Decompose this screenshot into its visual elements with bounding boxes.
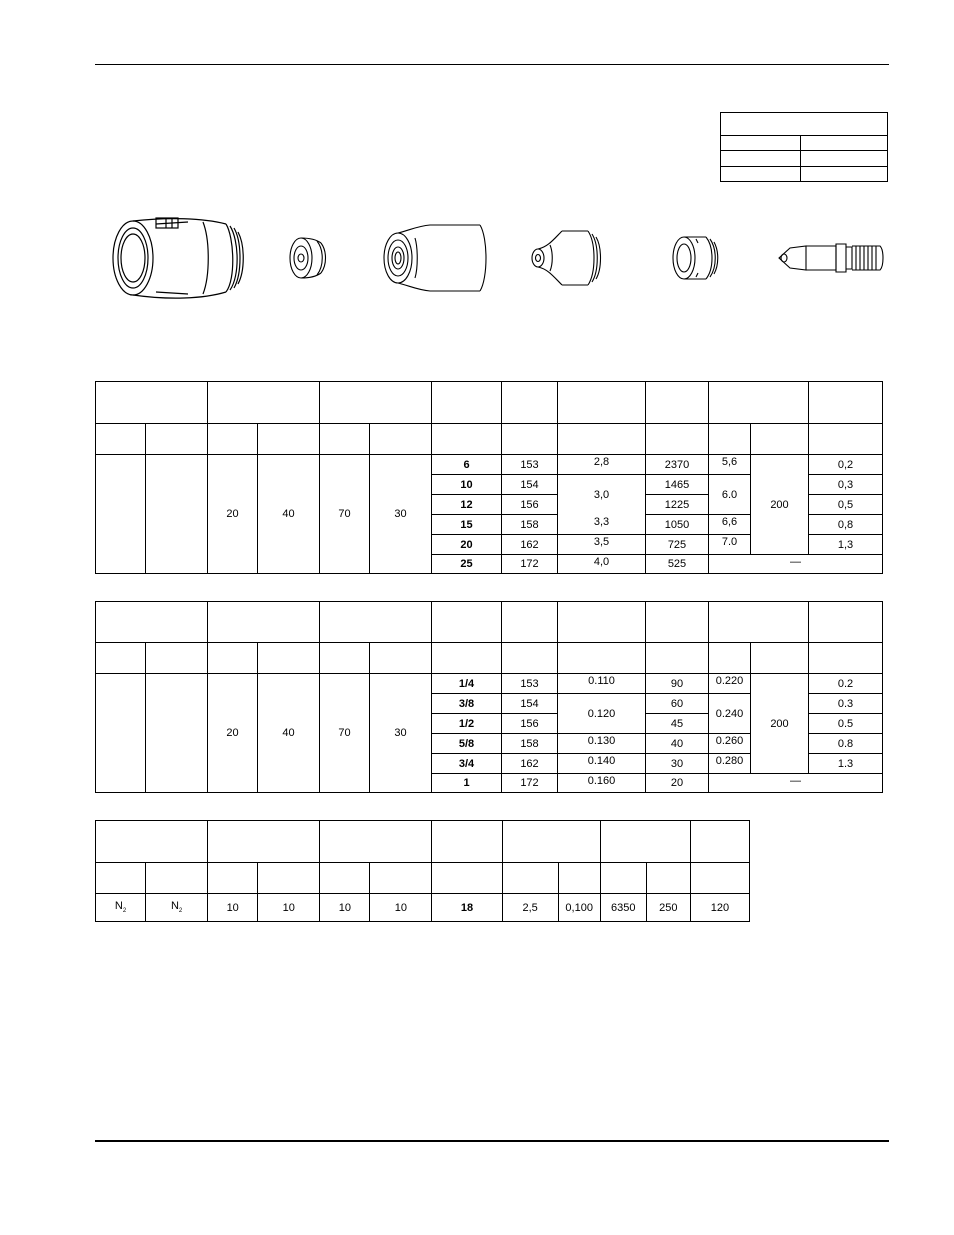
table-cell: 6 <box>432 455 502 475</box>
legend-box <box>720 112 888 182</box>
table-cell: 154 <box>502 694 558 714</box>
cell-value: 0.140 <box>587 755 616 767</box>
table-cell <box>709 734 751 754</box>
english-cut-chart-table <box>95 601 883 793</box>
shield-icon <box>287 235 329 281</box>
table-cell: 3,0 <box>558 475 646 515</box>
table-cell: 3/4 <box>432 754 502 774</box>
header-cell <box>96 643 146 674</box>
header-cell <box>96 674 146 793</box>
header-cell <box>690 821 749 863</box>
header-cell <box>502 821 600 863</box>
table-cell: 40 <box>258 455 320 574</box>
cell-value: 2 <box>178 908 183 915</box>
header-cell <box>96 602 208 643</box>
table-cell <box>558 754 646 774</box>
table-cell: 40 <box>646 734 709 754</box>
table-cell <box>709 535 751 555</box>
table-cell <box>558 555 646 574</box>
table-cell <box>558 674 646 694</box>
header-cell <box>432 424 502 455</box>
table-cell <box>96 894 146 922</box>
table-cell <box>558 515 646 535</box>
cell-value: 7.0 <box>721 536 738 548</box>
header-cell <box>370 424 432 455</box>
header-cell <box>600 821 690 863</box>
table-cell: 2,5 <box>502 894 558 922</box>
header-cell <box>646 602 709 643</box>
header-cell <box>432 643 502 674</box>
cell-value: 0.260 <box>715 735 744 747</box>
marking-parameters-table <box>95 820 750 922</box>
header-cell <box>208 602 320 643</box>
shield-cap-icon <box>108 212 246 302</box>
cell-value: — <box>790 556 801 568</box>
table-cell: 0,100 <box>558 894 600 922</box>
table-cell: 20 <box>208 455 258 574</box>
cell-value: 0.130 <box>587 735 616 747</box>
table-cell: 1225 <box>646 495 709 515</box>
header-cell <box>258 643 320 674</box>
header-cell <box>709 643 751 674</box>
header-cell <box>646 863 690 894</box>
header-cell <box>502 643 558 674</box>
table-cell: 10 <box>258 894 320 922</box>
table-cell: 25 <box>432 555 502 574</box>
table-header-row <box>96 602 883 643</box>
header-cell <box>208 643 258 674</box>
header-cell <box>809 382 883 424</box>
table-cell: 0.8 <box>809 734 883 754</box>
cell-value: — <box>790 775 801 787</box>
table-cell: 0.120 <box>558 694 646 734</box>
swirl-ring-icon <box>668 233 720 283</box>
table-cell: 200 <box>751 455 809 555</box>
header-cell <box>320 643 370 674</box>
table-cell <box>709 515 751 535</box>
table-cell: 0.5 <box>809 714 883 734</box>
cell-value: 2,8 <box>593 456 610 468</box>
table-cell: 3/8 <box>432 694 502 714</box>
header-cell <box>600 863 646 894</box>
table-cell: 6.0 <box>709 475 751 515</box>
header-cell <box>320 863 370 894</box>
cell-value: 3,5 <box>593 536 610 548</box>
header-cell <box>320 602 432 643</box>
table-cell: 1/4 <box>432 674 502 694</box>
table-cell <box>558 455 646 475</box>
table-row <box>96 455 883 475</box>
table-cell: 30 <box>370 455 432 574</box>
table-cell: 10 <box>208 894 258 922</box>
table-cell: 158 <box>502 515 558 535</box>
table-cell: 0,2 <box>809 455 883 475</box>
table-cell: 20 <box>208 674 258 793</box>
table-cell: 725 <box>646 535 709 555</box>
table-cell <box>558 774 646 793</box>
table-row <box>96 674 883 694</box>
header-cell <box>146 643 208 674</box>
header-cell <box>502 382 558 424</box>
header-cell <box>558 863 600 894</box>
table-cell: 6350 <box>600 894 646 922</box>
header-cell <box>751 643 809 674</box>
legend-row <box>721 151 887 167</box>
header-cell <box>208 863 258 894</box>
table-cell: 0,5 <box>809 495 883 515</box>
header-cell <box>96 424 146 455</box>
table-subheader-row <box>96 863 750 894</box>
table-cell: 1/2 <box>432 714 502 734</box>
header-cell <box>558 602 646 643</box>
header-cell <box>146 424 208 455</box>
header-cell <box>809 424 883 455</box>
header-cell <box>258 424 320 455</box>
table-cell: 40 <box>258 674 320 793</box>
header-cell <box>709 382 809 424</box>
table-cell: 153 <box>502 455 558 475</box>
table-cell: 12 <box>432 495 502 515</box>
table-cell: 1050 <box>646 515 709 535</box>
table-cell: 153 <box>502 674 558 694</box>
table-cell: 156 <box>502 714 558 734</box>
cell-value: 0.220 <box>715 675 744 687</box>
header-cell <box>146 455 208 574</box>
table-cell: 0,8 <box>809 515 883 535</box>
table-cell: 60 <box>646 694 709 714</box>
table-cell: 162 <box>502 535 558 555</box>
table-header-row <box>96 821 750 863</box>
legend-divider <box>800 135 801 181</box>
table-cell: 162 <box>502 754 558 774</box>
table-cell: 70 <box>320 455 370 574</box>
table-cell <box>709 455 751 475</box>
table-cell: 1 <box>432 774 502 793</box>
header-cell <box>432 821 502 863</box>
table-cell: 5/8 <box>432 734 502 754</box>
table-cell: 120 <box>690 894 749 922</box>
header-cell <box>320 382 432 424</box>
header-cell <box>320 424 370 455</box>
header-cell <box>146 674 208 793</box>
header-cell <box>809 602 883 643</box>
cell-value: N <box>114 900 123 913</box>
cell-value: 0.160 <box>587 775 616 787</box>
table-cell: 20 <box>646 774 709 793</box>
table-cell: 1465 <box>646 475 709 495</box>
header-cell <box>558 382 646 424</box>
header-cell <box>690 863 749 894</box>
table-cell: 10 <box>432 475 502 495</box>
table-cell: 15 <box>432 515 502 535</box>
retaining-cap-icon <box>380 220 490 296</box>
table-subheader-row <box>96 643 883 674</box>
nozzle-icon <box>526 225 606 291</box>
header-cell <box>502 424 558 455</box>
table-cell: 156 <box>502 495 558 515</box>
header-cell <box>646 382 709 424</box>
cell-value: 0.110 <box>588 675 615 687</box>
table-cell: 10 <box>370 894 432 922</box>
cell-value: 5,6 <box>721 456 738 468</box>
table-cell <box>709 774 883 793</box>
header-cell <box>646 424 709 455</box>
table-cell: 45 <box>646 714 709 734</box>
header-cell <box>208 424 258 455</box>
table-cell: 10 <box>320 894 370 922</box>
header-cell <box>258 863 320 894</box>
table-cell: 172 <box>502 555 558 574</box>
legend-row <box>721 135 887 151</box>
cell-value: 3,3 <box>593 515 610 528</box>
table-cell: 30 <box>646 754 709 774</box>
table-cell <box>709 754 751 774</box>
table-cell: 1.3 <box>809 754 883 774</box>
header-cell <box>146 863 208 894</box>
table-cell: 18 <box>432 894 502 922</box>
cell-value: 2 <box>122 908 127 915</box>
table-cell: 0,3 <box>809 475 883 495</box>
header-cell <box>432 602 502 643</box>
table-cell: 1,3 <box>809 535 883 555</box>
table-cell <box>558 535 646 555</box>
table-cell: 2370 <box>646 455 709 475</box>
header-cell <box>370 863 432 894</box>
footer-rule <box>95 1140 889 1142</box>
table-cell: 172 <box>502 774 558 793</box>
header-rule <box>95 64 889 65</box>
table-cell <box>558 734 646 754</box>
cell-value: N <box>170 900 179 913</box>
table-cell: 70 <box>320 674 370 793</box>
table-cell: 0.240 <box>709 694 751 734</box>
header-cell <box>370 643 432 674</box>
header-cell <box>558 643 646 674</box>
table-cell: 250 <box>646 894 690 922</box>
table-cell <box>709 674 751 694</box>
header-cell <box>709 424 751 455</box>
table-cell <box>709 555 883 574</box>
header-cell <box>646 643 709 674</box>
header-cell <box>208 382 320 424</box>
cell-value: 0.280 <box>715 755 744 767</box>
table-header-row <box>96 382 883 424</box>
header-cell <box>502 602 558 643</box>
table-cell: 154 <box>502 475 558 495</box>
table-subheader-row <box>96 424 883 455</box>
header-cell <box>709 602 809 643</box>
header-cell <box>96 863 146 894</box>
header-cell <box>432 382 502 424</box>
header-cell <box>558 424 646 455</box>
header-cell <box>96 821 208 863</box>
header-cell <box>502 863 558 894</box>
header-cell <box>432 863 502 894</box>
header-cell <box>809 643 883 674</box>
table-cell: 0.3 <box>809 694 883 714</box>
table-row <box>96 894 750 922</box>
header-cell <box>96 382 208 424</box>
cell-value: 4,0 <box>593 556 610 568</box>
header-cell <box>751 424 809 455</box>
table-cell: 30 <box>370 674 432 793</box>
header-cell <box>96 455 146 574</box>
table-cell <box>146 894 208 922</box>
legend-header <box>721 113 887 136</box>
table-cell: 525 <box>646 555 709 574</box>
table-cell: 90 <box>646 674 709 694</box>
table-cell: 200 <box>751 674 809 774</box>
header-cell <box>320 821 432 863</box>
electrode-icon <box>776 238 886 278</box>
table-cell: 20 <box>432 535 502 555</box>
table-cell: 158 <box>502 734 558 754</box>
cell-value: 6,6 <box>721 516 738 528</box>
metric-cut-chart-table <box>95 381 883 574</box>
table-cell: 0.2 <box>809 674 883 694</box>
header-cell <box>208 821 320 863</box>
